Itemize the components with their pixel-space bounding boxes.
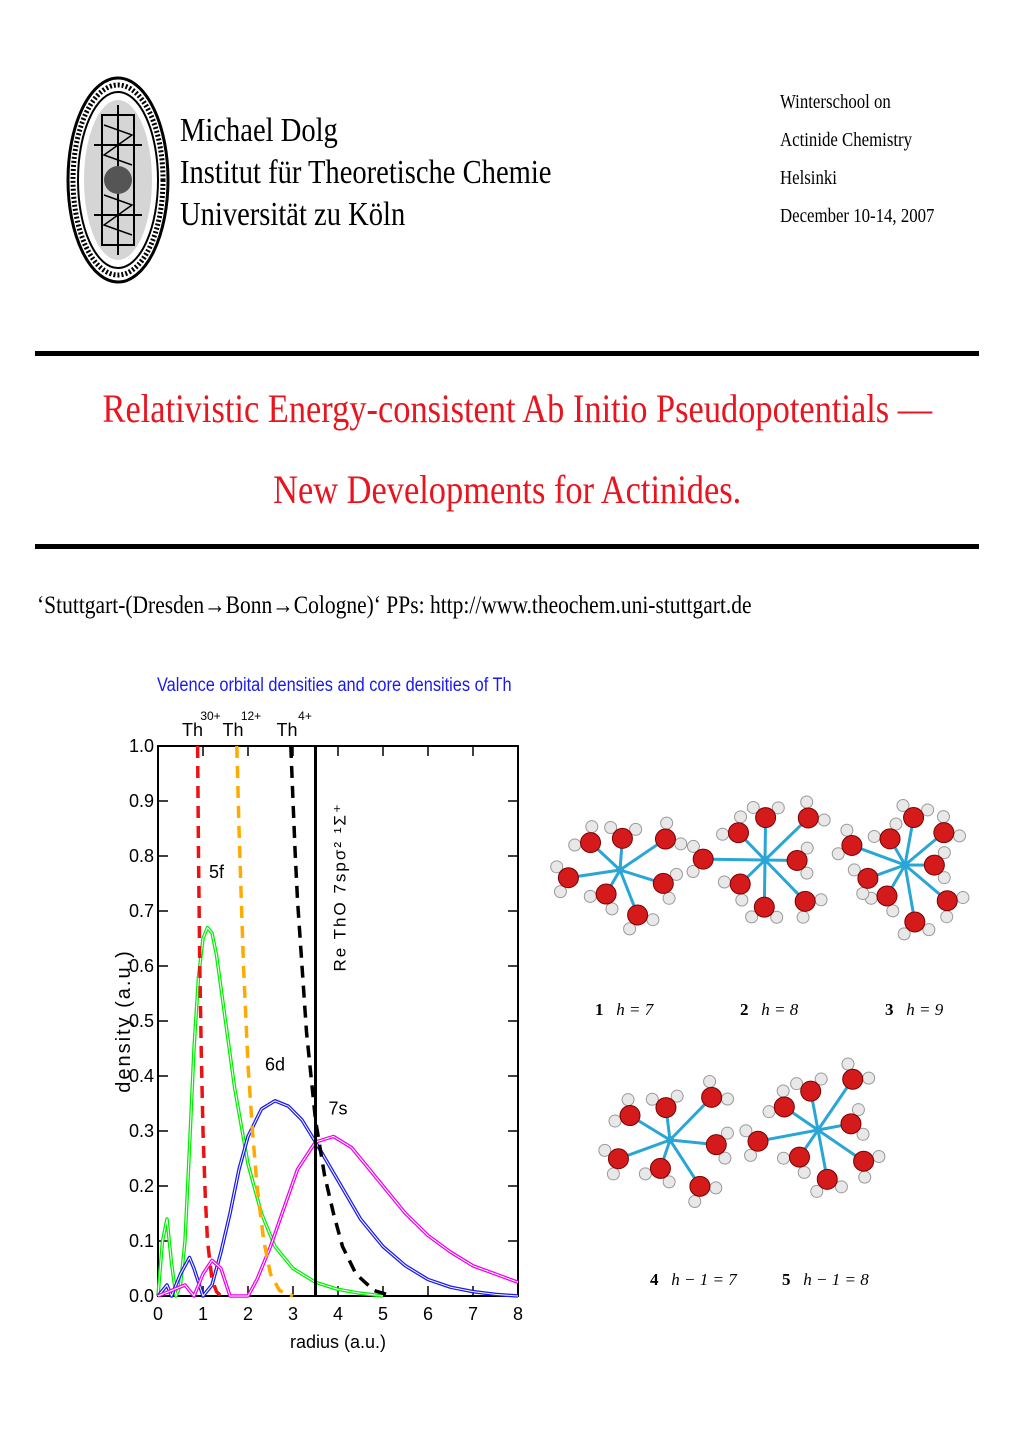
oxygen-atom [650, 1158, 670, 1178]
oxygen-atom [628, 905, 648, 925]
y-tick-label: 1.0 [128, 736, 154, 756]
y-tick-label: 0.7 [128, 901, 154, 921]
oxygen-atom [817, 1169, 837, 1189]
hydrogen-atom [675, 838, 687, 850]
hydrogen-atom [609, 1115, 621, 1127]
hydrogen-atom [890, 818, 902, 830]
x-tick-label: 2 [242, 1304, 254, 1324]
molecule-label-1: 1 h = 7 [595, 1000, 654, 1019]
hydrogen-atom [941, 911, 953, 923]
top-rule [35, 351, 979, 356]
hydrogen-atom [663, 892, 675, 904]
pp-url-line: ‘Stuttgart-(Dresden→Bonn→Cologne)‘ PPs: http://www.theochem.uni-stuttgart.de [37, 592, 752, 619]
core-label: Th [181, 720, 204, 740]
chart-title: Valence orbital densities and core densities of Th [157, 675, 512, 696]
hydrogen-atom [887, 905, 899, 917]
oxygen-atom [858, 868, 878, 888]
oxygen-atom [904, 808, 924, 828]
oxygen-atom [730, 874, 750, 894]
hydrogen-atom [569, 839, 581, 851]
hydrogen-atom [778, 1152, 790, 1164]
oxygen-atom [620, 1106, 640, 1126]
hydrogen-atom [818, 814, 830, 826]
x-tick-label: 8 [512, 1304, 524, 1324]
oxygen-atom [841, 1114, 861, 1134]
oxygen-atom [558, 868, 578, 888]
hydrogen-atom [842, 1058, 854, 1070]
hydrogen-atom [607, 1168, 619, 1180]
oxygen-atom [798, 808, 818, 828]
oxygen-atom [702, 1087, 722, 1107]
oxygen-atom [748, 1131, 768, 1151]
hydrogen-atom [859, 1171, 871, 1183]
hydrogen-atom [763, 1106, 775, 1118]
y-tick-label: 0.9 [128, 791, 154, 811]
core-label: Th [276, 720, 298, 740]
hydrogen-atom [586, 821, 598, 833]
oxygen-atom [937, 891, 957, 911]
x-axis-label: radius (a.u.) [289, 1332, 387, 1352]
hydrogen-atom [661, 817, 673, 829]
re-line-label: Re ThO 7spσ² ¹Σ⁺ [330, 802, 350, 972]
oxygen-atom [581, 833, 601, 853]
oxygen-atom [756, 808, 776, 828]
core-label: Th [222, 720, 244, 740]
thorium-atom [814, 1126, 822, 1134]
oxygen-atom [754, 897, 774, 917]
hydrogen-atom [957, 892, 969, 904]
y-tick-label: 0.2 [128, 1176, 154, 1196]
thorium-atom [616, 866, 624, 874]
bottom-rule [35, 544, 979, 549]
hydrogen-atom [873, 1150, 885, 1162]
hydrogen-atom [718, 876, 730, 888]
hydrogen-atom [798, 1166, 810, 1178]
hydrogen-atom [710, 1182, 722, 1194]
hydrogen-atom [954, 830, 966, 842]
oxygen-atom [706, 1135, 726, 1155]
molecule-structures [540, 730, 1000, 1330]
y-tick-label: 0.8 [128, 846, 154, 866]
hydrogen-atom [735, 811, 747, 823]
thorium-atom [666, 1136, 674, 1144]
oxygen-atom [789, 1147, 809, 1167]
oxygen-atom [924, 855, 944, 875]
hydrogen-atom [584, 890, 596, 902]
hydrogen-atom [937, 811, 949, 823]
oxygen-atom [596, 884, 616, 904]
series-line-5f [158, 928, 383, 1297]
x-tick-label: 1 [197, 1304, 209, 1324]
oxygen-atom [608, 1149, 628, 1169]
hydrogen-atom [868, 830, 880, 842]
oxygen-atom [905, 912, 925, 932]
hydrogen-atom [841, 824, 853, 836]
author-name: Michael Dolg [180, 112, 338, 149]
oxygen-atom [656, 1098, 676, 1118]
oxygen-atom [934, 823, 954, 843]
core-label-sup: 12+ [240, 709, 262, 723]
hydrogen-atom [863, 1072, 875, 1084]
author-block [180, 110, 551, 236]
oxygen-atom [880, 829, 900, 849]
core-label-sup: 30+ [200, 709, 221, 723]
institute-name: Institut für Theoretische Chemie [180, 154, 552, 191]
series-label: 7s [328, 1098, 348, 1119]
hydrogen-atom [606, 903, 618, 915]
series-line-th30 [198, 746, 221, 1296]
event-block [780, 83, 934, 235]
hydrogen-atom [736, 894, 748, 906]
density-chart [110, 700, 540, 1390]
y-tick-label: 0.1 [128, 1231, 154, 1251]
oxygen-atom [653, 873, 673, 893]
oxygen-atom [787, 850, 807, 870]
oxygen-atom [690, 1176, 710, 1196]
molecule-label-3: 3 h = 9 [885, 1000, 944, 1019]
event-line1: Winterschool on [780, 91, 891, 113]
oxygen-atom [842, 835, 862, 855]
hydrogen-atom [647, 914, 659, 926]
thorium-atom [761, 856, 769, 864]
hydrogen-atom [815, 894, 827, 906]
university-name: Universität zu Köln [180, 196, 406, 233]
university-seal-logo [64, 75, 172, 285]
title-line2: New Developments for Actinides. [272, 467, 742, 512]
series-label: 5f [208, 862, 225, 882]
y-tick-label: 0.4 [128, 1066, 154, 1086]
x-tick-label: 0 [152, 1304, 164, 1324]
hydrogen-atom [622, 1094, 634, 1106]
event-date: December 10-14, 2007 [780, 205, 935, 227]
hydrogen-atom [777, 1085, 789, 1097]
hydrogen-atom [704, 1075, 716, 1087]
core-label-sup: 4+ [298, 709, 312, 723]
x-tick-label: 4 [332, 1304, 344, 1324]
oxygen-atom [801, 1081, 821, 1101]
y-tick-label: 0.0 [128, 1286, 154, 1306]
x-tick-label: 6 [422, 1304, 434, 1324]
oxygen-atom [795, 891, 815, 911]
oxygen-atom [854, 1151, 874, 1171]
oxygen-atom [728, 823, 748, 843]
oxygen-atom [774, 1097, 794, 1117]
x-tick-label: 7 [467, 1304, 479, 1324]
y-tick-label: 0.5 [128, 1011, 154, 1031]
oxygen-atom [877, 886, 897, 906]
hydrogen-atom [717, 828, 729, 840]
x-tick-label: 3 [287, 1304, 299, 1324]
x-tick-label: 5 [377, 1304, 389, 1324]
hydrogen-atom [801, 796, 813, 808]
oxygen-atom [693, 849, 713, 869]
event-location: Helsinki [780, 167, 837, 189]
oxygen-atom [655, 829, 675, 849]
hydrogen-atom [857, 888, 869, 900]
hydrogen-atom [689, 1195, 701, 1207]
series-label: 6d [264, 1054, 286, 1075]
event-line2: Actinide Chemistry [780, 129, 913, 151]
title-line1: Relativistic Energy-consistent Ab Initio Pseudopotentials — [102, 386, 933, 431]
y-tick-label: 0.3 [128, 1121, 154, 1141]
hydrogen-atom [797, 911, 809, 923]
y-tick-label: 0.6 [128, 956, 154, 976]
hydrogen-atom [639, 1168, 651, 1180]
molecule-label-5: 5 h − 1 = 8 [782, 1270, 869, 1289]
y-axis-label: density (a.u.) [113, 949, 135, 1093]
oxygen-atom [843, 1069, 863, 1089]
hydrogen-atom [722, 1093, 734, 1105]
series-line-th12 [237, 746, 293, 1296]
thorium-atom [901, 861, 909, 869]
molecule-label-4: 4 h − 1 = 7 [650, 1270, 737, 1289]
molecule-label-2: 2 h = 8 [740, 1000, 799, 1019]
oxygen-atom [612, 828, 632, 848]
